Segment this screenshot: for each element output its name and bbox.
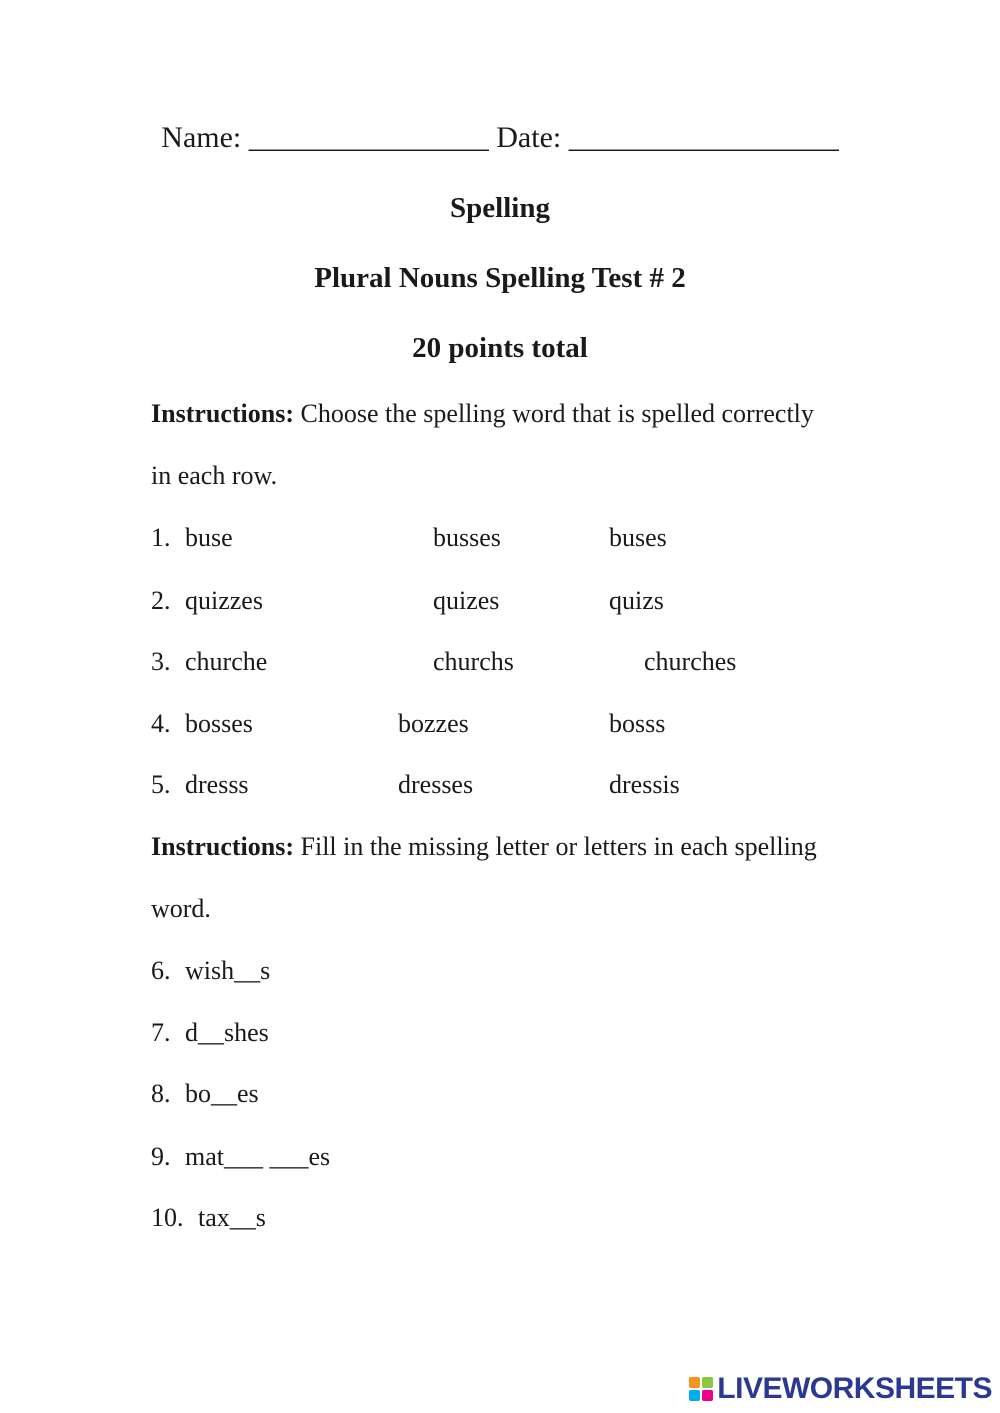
row-number: 3. — [151, 647, 171, 676]
instructions-text: Fill in the missing letter or letters in each spelling — [300, 832, 817, 861]
date-label: Date: — [496, 121, 562, 154]
item-number: 8. — [151, 1079, 171, 1108]
choice-option[interactable]: bosss — [609, 709, 666, 738]
points-total: 20 points total — [412, 332, 588, 364]
name-label: Name: — [161, 121, 242, 154]
test-title: Plural Nouns Spelling Test # 2 — [314, 262, 686, 294]
choice-option[interactable]: dressis — [609, 770, 680, 799]
section1-instructions — [151, 397, 814, 431]
item-number: 6. — [151, 956, 171, 985]
choice-option[interactable]: dresss — [185, 770, 249, 799]
logo-text: LIVEWORKSHEETS — [717, 1372, 992, 1405]
instructions-label: Instructions: — [151, 832, 295, 861]
choice-option[interactable]: quizzes — [185, 586, 263, 615]
choice-option[interactable]: bozzes — [398, 709, 469, 738]
row-number: 5. — [151, 770, 171, 799]
instructions-text: Choose the spelling word that is spelled correctly — [300, 399, 814, 428]
fill-in-word[interactable]: wish__s — [185, 956, 271, 985]
name-date-line — [0, 118, 1000, 158]
liveworksheets-logo — [689, 1371, 992, 1407]
logo-square — [689, 1390, 700, 1401]
instructions-label: Instructions: — [151, 399, 295, 428]
item-number: 9. — [151, 1142, 171, 1171]
row-number: 2. — [151, 586, 171, 615]
fill-in-word[interactable]: bo__es — [185, 1079, 259, 1108]
subject-title: Spelling — [450, 192, 550, 224]
choice-option[interactable]: churchs — [433, 647, 514, 676]
choice-option[interactable]: quizes — [433, 586, 500, 615]
name-field[interactable]: ________________ — [248, 121, 489, 154]
choice-option[interactable]: churche — [185, 647, 268, 676]
logo-square — [702, 1377, 713, 1388]
choice-option[interactable]: quizs — [609, 586, 664, 615]
item-number: 10. — [151, 1203, 184, 1232]
choice-option[interactable]: churches — [644, 647, 737, 676]
logo-square — [702, 1390, 713, 1401]
choice-option[interactable]: busses — [433, 523, 501, 552]
section1-instructions-cont: in each row. — [151, 461, 278, 490]
fill-in-word[interactable]: tax__s — [198, 1203, 266, 1232]
row-number: 1. — [151, 523, 171, 552]
section2-instructions — [151, 830, 817, 864]
logo-square — [689, 1377, 700, 1388]
choice-option[interactable]: buses — [609, 523, 667, 552]
fill-in-word[interactable]: d__shes — [185, 1018, 269, 1047]
row-number: 4. — [151, 709, 171, 738]
fill-in-word[interactable]: mat___ ___es — [185, 1142, 331, 1171]
section2-instructions-cont: word. — [151, 894, 211, 923]
choice-option[interactable]: buse — [185, 523, 233, 552]
choice-option[interactable]: dresses — [398, 770, 474, 799]
choice-option[interactable]: bosses — [185, 709, 253, 738]
item-number: 7. — [151, 1018, 171, 1047]
liveworksheets-logo-icon — [689, 1377, 713, 1401]
date-field[interactable]: __________________ — [568, 121, 839, 154]
